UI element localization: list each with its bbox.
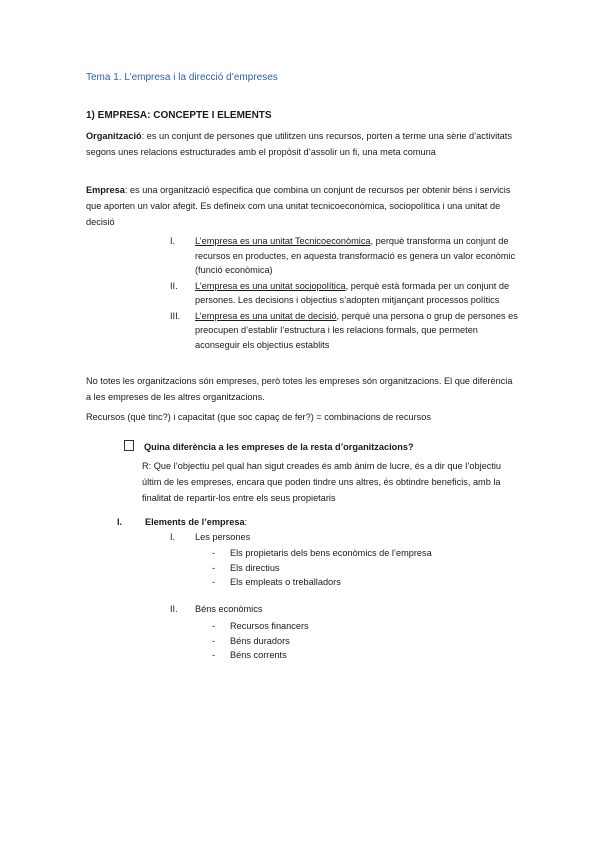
item-text: , perquè una persona o grup de persones es preocupen d’establir l’estructura i les relacions formals, que permeten aconseguir els objectius establits xyxy=(195,310,518,350)
subsection-persones xyxy=(170,532,250,542)
paragraph-recursos: Recursos (què tinc?) i capacitat (que soc capaç de fer?) = combinacions de recursos xyxy=(86,412,431,422)
list-item xyxy=(212,546,432,561)
list-item xyxy=(170,279,520,308)
definition-empresa xyxy=(86,182,518,230)
item-number: I. xyxy=(170,236,176,246)
dash-bullet: - xyxy=(212,621,216,631)
item-underlined: L’empresa es una unitat Tecnicoeconòmica xyxy=(195,236,371,246)
document-title: Tema 1. L’empresa i la direcció d’empreses xyxy=(86,72,278,83)
question-text: Quina diferència a les empreses de la resta d’organitzacions? xyxy=(144,442,414,452)
list-item xyxy=(170,234,520,278)
dash-bullet: - xyxy=(212,562,216,573)
item-text: , perquè transforma un conjunt de recursos en productes, en aquesta transformació es genera un valor econòmic (funció econòmica) xyxy=(195,236,516,275)
dash-bullet: - xyxy=(212,650,216,660)
definition-organitzacio xyxy=(86,128,518,160)
list-item xyxy=(170,309,520,353)
item-text: Els directius xyxy=(230,562,280,573)
subsection-number: II. xyxy=(170,604,178,614)
unitats-list xyxy=(170,234,520,353)
paragraph-no-totes: No totes les organitzacions són empreses, però totes les empreses són organitzacions. El que diferència a les empreses de les altres organitzacions. xyxy=(86,376,513,402)
list-item xyxy=(212,648,309,663)
subsection-label: Béns econòmics xyxy=(195,604,263,614)
item-number: III. xyxy=(170,310,181,321)
elements-section xyxy=(117,517,247,527)
term-empresa: Empresa xyxy=(86,185,125,195)
answer-text: R: Que l’objectiu pel qual han sigut creades és amb ànim de lucre, és a dir que l’objectiu últim de les empreses, encara que poden tindre uns altres, és obtindre beneficis, amb la finalitat de repartir-los entre els seus propietaris xyxy=(142,461,502,503)
persones-list xyxy=(212,546,432,590)
item-underlined: L’empresa es una unitat de decisió xyxy=(195,310,337,321)
list-item xyxy=(212,575,432,590)
section-number: I. xyxy=(117,517,123,527)
item-text: Béns duradors xyxy=(230,635,290,646)
checkbox-icon xyxy=(124,440,134,451)
section-heading: 1) EMPRESA: CONCEPTE I ELEMENTS xyxy=(86,110,272,121)
list-item xyxy=(212,561,432,576)
item-text: Els propietaris dels bens econòmics de l’empresa xyxy=(230,548,432,558)
term-organitzacio: Organització xyxy=(86,131,142,141)
dash-bullet: - xyxy=(212,548,216,558)
dash-bullet: - xyxy=(212,635,216,646)
subsection-label: Les persones xyxy=(195,532,251,542)
subsection-number: I. xyxy=(170,532,176,542)
list-item xyxy=(212,619,309,634)
item-text: Béns corrents xyxy=(230,650,287,660)
item-number: II. xyxy=(170,280,178,291)
subsection-bens xyxy=(170,604,262,614)
section-label: Elements de l’empresa xyxy=(145,517,245,527)
item-text: Recursos financers xyxy=(230,621,309,631)
item-text: , perquè està formada per un conjunt de persones. Les decisions i objectius s’adopten mitjançant processos polítics xyxy=(195,280,510,305)
text-empresa: : es una organització especifica que combina un conjunt de recursos per obtenir béns i servicis que aporten un valor afegit. Es defineix com una unitat tecnicoeconòmica, sociopolítica i una unitat de decisió xyxy=(86,185,511,227)
question-row xyxy=(124,440,414,452)
section-colon: : xyxy=(244,517,248,527)
dash-bullet: - xyxy=(212,577,216,587)
list-item xyxy=(212,634,309,649)
bens-list xyxy=(212,619,309,663)
text-organitzacio: : es un conjunt de persones que utilitzen uns recursos, porten a terme una sèrie d’activitats segons unes relacions estructurades amb el propòsit d’assolir un fi, una meta comuna xyxy=(86,131,512,157)
item-text: Els empleats o treballadors xyxy=(230,577,341,587)
item-underlined: L’empresa es una unitat sociopolítica xyxy=(195,280,346,291)
